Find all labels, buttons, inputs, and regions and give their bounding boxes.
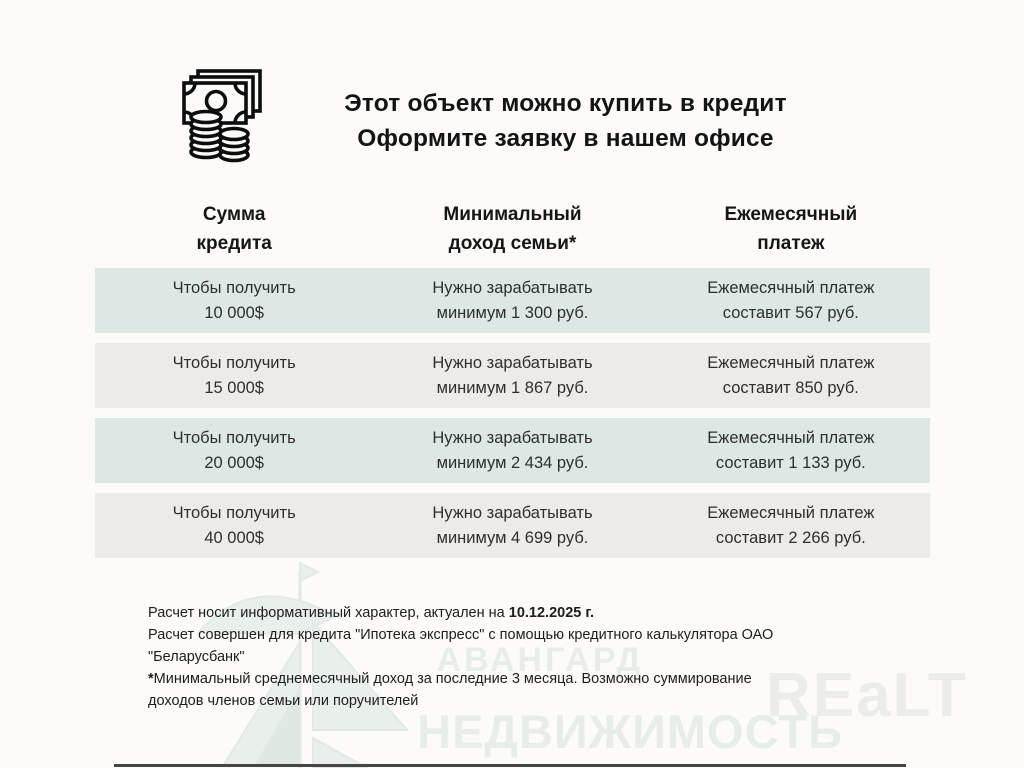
payment-cell: Ежемесячный платеж составит 2 266 руб. <box>707 503 875 547</box>
credit-amount-cell: Чтобы получить 10 000$ <box>172 278 296 322</box>
credit-amount-cell: Чтобы получить 15 000$ <box>172 353 296 397</box>
credit-amount-cell: Чтобы получить 20 000$ <box>172 428 296 472</box>
actuality-date: 10.12.2025 г. <box>508 605 594 621</box>
payment-cell: Ежемесячный платеж составит 850 руб. <box>707 353 875 397</box>
watermark-realt-logo: REaLT <box>766 661 968 730</box>
credit-amount-cell: Чтобы получить 40 000$ <box>172 503 296 547</box>
income-cell: Нужно зарабатывать минимум 1 300 руб. <box>432 278 593 322</box>
column-header-credit-sum: Сумма кредита <box>196 204 272 254</box>
footnote-asterisk: * <box>148 671 154 687</box>
income-cell: Нужно зарабатывать минимум 1 867 руб. <box>432 353 593 397</box>
title-line1: Этот объект можно купить в кредит <box>344 90 787 118</box>
column-header-monthly-payment: Ежемесячный платеж <box>724 204 858 254</box>
disclaimer-notes <box>148 602 908 712</box>
income-cell: Нужно зарабатывать минимум 4 699 руб. <box>432 503 593 547</box>
watermark-brand-line1: АВАНГАРД <box>436 641 644 679</box>
table-row <box>95 343 930 408</box>
table-row <box>95 418 930 483</box>
note-calculator-line2: "Беларусбанк" <box>148 649 245 665</box>
page-title <box>278 86 853 156</box>
money-banknotes-coins-icon <box>176 62 266 164</box>
note-calculator-line1: Расчет совершен для кредита "Ипотека экспресс" с помощью кредитного калькулятора ОАО <box>148 627 774 643</box>
title-line2: Оформите заявку в нашем офисе <box>357 125 774 153</box>
income-cell: Нужно зарабатывать минимум 2 434 руб. <box>432 428 593 472</box>
note-income-line2: доходов членов семьи или поручителей <box>148 693 419 709</box>
table-header-row <box>95 200 930 258</box>
table-row <box>95 268 930 333</box>
table-row <box>95 493 930 558</box>
column-header-min-income: Минимальный доход семьи* <box>443 204 582 254</box>
payment-cell: Ежемесячный платеж составит 567 руб. <box>707 278 875 322</box>
watermark-brand-line2: НЕДВИЖИМОСТЬ <box>417 705 843 758</box>
note-income-line1: *Минимальный среднемесячный доход за последние 3 месяца. Возможно суммирование <box>148 671 752 687</box>
note-actuality: Расчет носит информативный характер, актуален на 10.12.2025 г. <box>148 605 594 621</box>
payment-cell: Ежемесячный платеж составит 1 133 руб. <box>707 428 875 472</box>
table-body <box>95 268 930 568</box>
